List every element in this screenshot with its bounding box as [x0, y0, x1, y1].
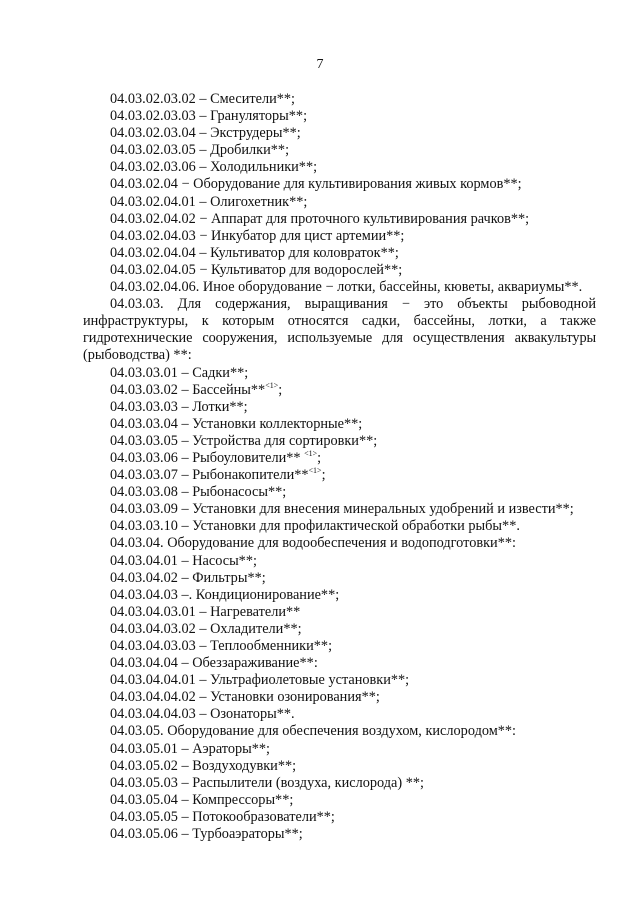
list-item: 04.03.02.03.05 – Дробилки**;	[110, 142, 290, 159]
list-item: 04.03.03.05 – Устройства для сортировки**;	[110, 432, 378, 449]
list-item-text: ;	[317, 449, 322, 466]
list-item: 04.03.04.03 –. Кондиционирование**;	[110, 586, 340, 603]
document-body	[83, 91, 596, 843]
list-item: 04.03.02.03.06 – Холодильники**;	[110, 159, 318, 176]
list-item: 04.03.03.03 – Лотки**;	[110, 398, 248, 415]
list-item: 04.03.04.02 – Фильтры**;	[110, 569, 266, 586]
list-item: 04.03.04.04.01 – Ультрафиолетовые установки**;	[110, 672, 410, 689]
list-item: 04.03.02.04.04 – Культиватор для коловраток**;	[110, 244, 399, 261]
list-item-text: 04.03.03.07 – Рыбонакопители**	[110, 467, 309, 484]
section-heading: 04.03.04. Оборудование для водообеспечения и водоподготовки**:	[110, 535, 516, 552]
list-item-text: ;	[321, 467, 326, 484]
list-item: 04.03.04.03.02 – Охладители**;	[110, 620, 302, 637]
footnote-ref: <1>	[265, 380, 279, 390]
list-item: 04.03.05.01 – Аэраторы**;	[110, 740, 271, 757]
list-item: 04.03.04.01 – Насосы**;	[110, 552, 257, 569]
list-item: 04.03.02.03.02 – Смесители**;	[110, 91, 296, 107]
list-item: 04.03.03.01 – Садки**;	[110, 364, 249, 381]
footnote-ref: <1>	[304, 448, 318, 458]
list-item: 04.03.04.04.03 – Озонаторы**.	[110, 706, 295, 723]
list-item: 04.03.02.04.06. Иное оборудование − лотки, бассейны, кюветы, аквариумы**.	[110, 279, 583, 296]
list-item: 04.03.04.03.03 – Теплообменники**;	[110, 638, 333, 654]
list-item: 04.03.03.10 – Установки для профилактической обработки рыбы**.	[110, 518, 520, 535]
list-item-text: 04.03.03.06 – Рыбоуловители**	[110, 449, 305, 466]
section-paragraph	[83, 296, 596, 364]
section-heading: 04.03.05. Оборудование для обеспечения воздухом, кислородом**:	[110, 723, 517, 740]
list-item: 04.03.02.04.01 – Олигохетник**;	[110, 193, 308, 210]
list-item: 04.03.05.03 – Распылители (воздуха, кислорода) **;	[110, 774, 425, 791]
list-item: 04.03.02.04.05 − Культиватор для водорослей**;	[110, 261, 403, 278]
list-item	[83, 467, 596, 484]
list-item: 04.03.05.02 – Воздуходувки**;	[110, 757, 297, 774]
list-item	[83, 382, 596, 399]
list-item: 04.03.03.09 – Установки для внесения минеральных удобрений и извести**;	[110, 501, 574, 518]
list-item: 04.03.03.04 – Установки коллекторные**;	[110, 415, 363, 432]
list-item	[83, 450, 596, 467]
paragraph-line: (рыбоводства) **:	[83, 347, 192, 364]
list-item: 04.03.02.04.03 − Инкубатор для цист артемии**;	[110, 227, 405, 244]
list-item: 04.03.04.04.02 – Установки озонирования**;	[110, 689, 380, 706]
paragraph-line: 04.03.03. Для содержания, выращивания − это объекты рыбоводной	[110, 296, 596, 313]
list-item: 04.03.05.06 – Турбоаэраторы**;	[110, 826, 303, 843]
paragraph-line: гидротехнические сооружения, используемые для осуществления аквакультуры	[83, 330, 596, 347]
list-item-text: ;	[278, 381, 283, 398]
paragraph-line: инфраструктуры, к которым относятся садки, бассейны, лотки, а также	[83, 313, 596, 330]
list-item: 04.03.03.08 – Рыбонасосы**;	[110, 484, 287, 501]
list-item: 04.03.02.03.03 – Грануляторы**;	[110, 108, 308, 125]
list-item: 04.03.02.03.04 – Экструдеры**;	[110, 125, 301, 142]
list-item: 04.03.05.05 – Потокообразователи**;	[110, 808, 335, 825]
list-item: 04.03.02.04 − Оборудование для культивирования живых кормов**;	[110, 176, 522, 193]
list-item: 04.03.05.04 – Компрессоры**;	[110, 791, 294, 808]
footnote-ref: <1>	[308, 466, 322, 476]
list-item: 04.03.04.04 – Обеззараживание**:	[110, 655, 318, 672]
list-item: 04.03.04.03.01 – Нагреватели**	[110, 603, 301, 620]
page-number: 7	[316, 57, 324, 72]
list-item-text: 04.03.03.02 – Бассейны**	[110, 381, 266, 398]
list-item: 04.03.02.04.02 − Аппарат для проточного культивирования рачков**;	[110, 210, 530, 227]
